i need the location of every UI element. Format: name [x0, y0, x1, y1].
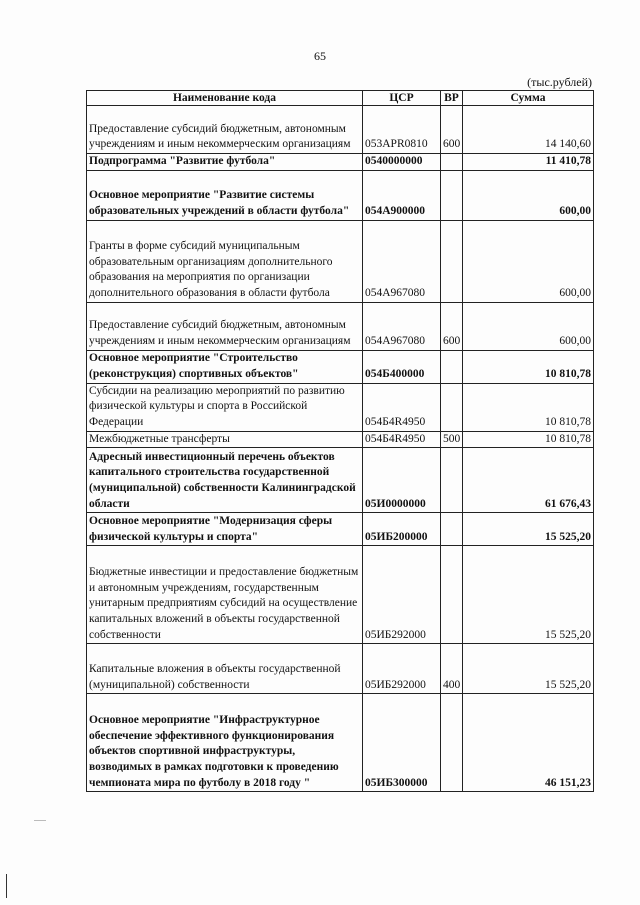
row-name: Капитальные вложения в объекты государственной (муниципальной) собственности: [87, 644, 363, 694]
row-sum: 11 410,78: [463, 154, 594, 171]
table-row: [87, 694, 594, 792]
header-name: Наименование кода: [87, 91, 363, 106]
row-name: Подпрограмма "Развитие футбола": [87, 154, 363, 171]
row-csr: 054А967080: [363, 302, 441, 350]
table-row: [87, 383, 594, 431]
row-csr: 05И0000000: [363, 448, 441, 513]
units-label: (тыс.рублей): [527, 75, 592, 89]
row-name: Бюджетные инвестиции и предоставление бюджетным и автономным учреждениям, государственным унитарным предприятиям субсидий на осуществление капитальных вложений в объекты государственной собственности: [87, 546, 363, 644]
row-vr: 600: [441, 302, 463, 350]
row-csr: 054Б4R4950: [363, 431, 441, 448]
row-sum: 600,00: [463, 170, 594, 220]
header-vr: ВР: [441, 91, 463, 106]
row-vr: [441, 383, 463, 431]
row-sum: 15 525,20: [463, 513, 594, 546]
table-row: [87, 170, 594, 220]
row-csr: 054А900000: [363, 170, 441, 220]
row-name: Адресный инвестиционный перечень объектов капитального строительства государственной (муниципальной) собственности Калининградской области: [87, 448, 363, 513]
row-vr: [441, 546, 463, 644]
row-sum: 600,00: [463, 220, 594, 302]
table-header-row: [87, 91, 594, 106]
row-name: Гранты в форме субсидий муниципальным образовательным организациям дополнительного образования на мероприятия по организации дополнительного образования в области футбола: [87, 220, 363, 302]
row-vr: [441, 154, 463, 171]
table-row: [87, 644, 594, 694]
row-vr: [441, 350, 463, 383]
row-csr: 05ИБ300000: [363, 694, 441, 792]
table-row: [87, 154, 594, 171]
row-sum: 15 525,20: [463, 546, 594, 644]
row-sum: 10 810,78: [463, 431, 594, 448]
table-row: [87, 302, 594, 350]
row-vr: [441, 448, 463, 513]
table-row: [87, 448, 594, 513]
table-row: [87, 513, 594, 546]
row-sum: 46 151,23: [463, 694, 594, 792]
row-sum: 10 810,78: [463, 350, 594, 383]
row-sum: 61 676,43: [463, 448, 594, 513]
row-vr: [441, 694, 463, 792]
row-sum: 15 525,20: [463, 644, 594, 694]
row-vr: [441, 170, 463, 220]
row-csr: 053APR0810: [363, 106, 441, 154]
row-vr: [441, 220, 463, 302]
row-vr: [441, 513, 463, 546]
row-name: Предоставление субсидий бюджетным, автономным учреждениям и иным некоммерческим организациям: [87, 302, 363, 350]
table-row: [87, 431, 594, 448]
row-csr: 05ИБ292000: [363, 546, 441, 644]
budget-table: [86, 90, 594, 792]
row-name: Основное мероприятие "Модернизация сферы физической культуры и спорта": [87, 513, 363, 546]
row-csr: 054Б400000: [363, 350, 441, 383]
header-csr: ЦСР: [363, 91, 441, 106]
row-csr: 054Б4R4950: [363, 383, 441, 431]
row-name: Основное мероприятие "Строительство (реконструкция) спортивных объектов": [87, 350, 363, 383]
row-name: Основное мероприятие "Инфраструктурное обеспечение эффективного функционирования объектов спортивной инфраструктуры, возводимых в рамках подготовки к проведению чемпионата мира по футболу в 2018 году ": [87, 694, 363, 792]
table-row: [87, 106, 594, 154]
row-sum: 600,00: [463, 302, 594, 350]
row-sum: 14 140,60: [463, 106, 594, 154]
table-row: [87, 350, 594, 383]
scan-mark: [34, 820, 46, 821]
row-name: Субсидии на реализацию мероприятий по развитию физической культуры и спорта в Российской Федерации: [87, 383, 363, 431]
row-name: Предоставление субсидий бюджетным, автономным учреждениям и иным некоммерческим организациям: [87, 106, 363, 154]
row-name: Основное мероприятие "Развитие системы образовательных учреждений в области футбола": [87, 170, 363, 220]
row-vr: 400: [441, 644, 463, 694]
table-row: [87, 546, 594, 644]
margin-mark: [6, 874, 7, 898]
page-number: 65: [314, 49, 326, 63]
row-csr: 05ИБ200000: [363, 513, 441, 546]
row-csr: 0540000000: [363, 154, 441, 171]
row-vr: 600: [441, 106, 463, 154]
row-sum: 10 810,78: [463, 383, 594, 431]
row-vr: 500: [441, 431, 463, 448]
row-csr: 05ИБ292000: [363, 644, 441, 694]
row-csr: 054А967080: [363, 220, 441, 302]
table-row: [87, 220, 594, 302]
header-sum: Сумма: [463, 91, 594, 106]
row-name: Межбюджетные трансферты: [87, 431, 363, 448]
